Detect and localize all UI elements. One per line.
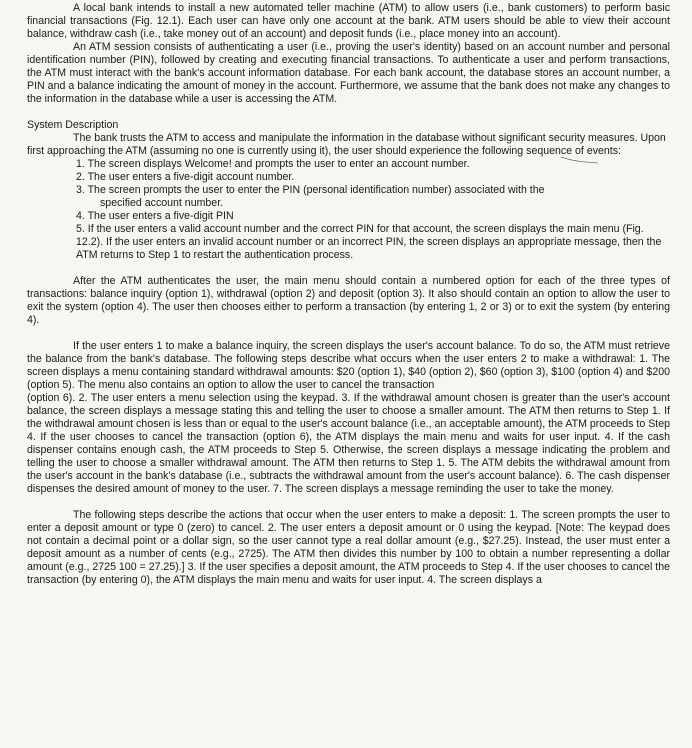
- menu-paragraph: After the ATM authenticates the user, the main menu should contain a numbered option for each of the three types of transactions: balance inquiry (option 1), withdrawal (option 2) and deposit (option 3). It also should contain an option to allow the user to exit the system (option 4). The user then chooses either to perform a transaction (by entering 1, 2 or 3) or to exit the system (by entering 4).: [27, 275, 670, 326]
- list-item: [76, 223, 670, 262]
- list-item: [76, 210, 670, 223]
- intro-paragraph-2: An ATM session consists of authenticating a user (i.e., proving the user's identity) based on an account number and personal identification number (PIN), followed by creating and executing financial transactions. To authenticate a user and perform transactions, the ATM must interact with the bank's account information database. For each bank account, the database stores an account number, a PIN and a balance indicating the amount of money in the account. Furthermore, we assume that the bank does not make any changes to the information in the database while a user is accessing the ATM.: [27, 41, 670, 105]
- step-text: 4. The user enters a five-digit PIN: [76, 210, 234, 222]
- balance-paragraph-1: If the user enters 1 to make a balance inquiry, the screen displays the user's account balance. To do so, the ATM must retrieve the balance from the bank's database. The following steps describe what occurs when the user enters 2 to make a withdrawal: 1. The screen displays a menu containing standard withdrawal amounts: $20 (option 1), $40 (option 2), $60 (option 3), $100 (option 4) and $200 (option 5). The menu also contains an option to allow the user to cancel the transaction: [27, 340, 670, 391]
- spacer: [27, 496, 670, 509]
- system-paragraph: The bank trusts the ATM to access and manipulate the information in the database without significant security measures. Upon first approaching the ATM (assuming no one is currently using it), the user should experience the following sequence of events:: [27, 132, 666, 157]
- list-item: [76, 171, 670, 184]
- list-item: [76, 158, 670, 171]
- balance-paragraph-2: (option 6). 2. The user enters a menu selection using the keypad. 3. If the withdrawal amount chosen is greater than the user's account balance, the screen displays a message stating this and telling the user to choose a smaller amount. The ATM then returns to Step 1. If the withdrawal amount chosen is less than or equal to the user's account balance (i.e., an acceptable amount), the ATM proceeds to Step 4. If the user chooses to cancel the transaction (option 6), the ATM displays the main menu and waits for user input. 4. If the cash dispenser contains enough cash, the ATM proceeds to Step 5. Otherwise, the screen displays a message indicating the problem and telling the user to choose a smaller withdrawal amount. The ATM then returns to Step 1. 5. The ATM debits the withdrawal amount from the user's account in the bank's database (i.e., subtracts the withdrawal amount from the user's account balance). 6. The cash dispenser dispenses the desired amount of money to the user. 7. The screen displays a message reminding the user to take the money.: [27, 392, 670, 495]
- step-text: 1. The screen displays Welcome! and prompts the user to enter an account number.: [76, 158, 470, 170]
- step-text: 3. The screen prompts the user to enter the PIN (personal identification number) associated with the: [76, 184, 545, 196]
- step-text: 5. If the user enters a valid account number and the correct PIN for that account, the screen displays the main menu (Fig. 12.2). If the user enters an invalid account number or an incorrect PIN, the screen displays an appropriate message, then the ATM returns to Step 1 to restart the authentication process.: [76, 223, 662, 261]
- spacer: [27, 327, 670, 340]
- intro-paragraph-1: A local bank intends to install a new automated teller machine (ATM) to allow users (i.e., bank customers) to perform basic financial transactions (Fig. 12.1). Each user can have only one account at the bank. ATM users should be able to view their account balance, withdraw cash (i.e., take money out of an account) and deposit funds (i.e., place money into an account).: [27, 2, 670, 40]
- auth-steps-list: [27, 158, 670, 262]
- section-heading: System Description: [27, 119, 119, 131]
- step-text: 2. The user enters a five-digit account number.: [76, 171, 295, 183]
- step-continuation: specified account number.: [100, 197, 224, 209]
- deposit-paragraph: The following steps describe the actions that occur when the user enters to make a deposit: 1. The screen prompts the user to enter a deposit amount or type 0 (zero) to cancel. 2. The user enters a deposit amount or 0 using the keypad. [Note: The keypad does not contain a decimal point or a dollar sign, so the user cannot type a real dollar amount (e.g., $27.25). Instead, the user must enter a deposit amount as a number of cents (e.g., 2725). The ATM then divides this number by 100 to obtain a number representing a dollar amount (e.g., 2725 100 = 27.25).] 3. If the user specifies a deposit amount, the ATM proceeds to Step 4. If the user chooses to cancel the transaction (by entering 0), the ATM displays the main menu and waits for user input. 4. The screen displays a: [27, 509, 670, 586]
- spacer: [27, 262, 670, 275]
- spacer: [27, 106, 670, 119]
- list-item: [76, 184, 670, 210]
